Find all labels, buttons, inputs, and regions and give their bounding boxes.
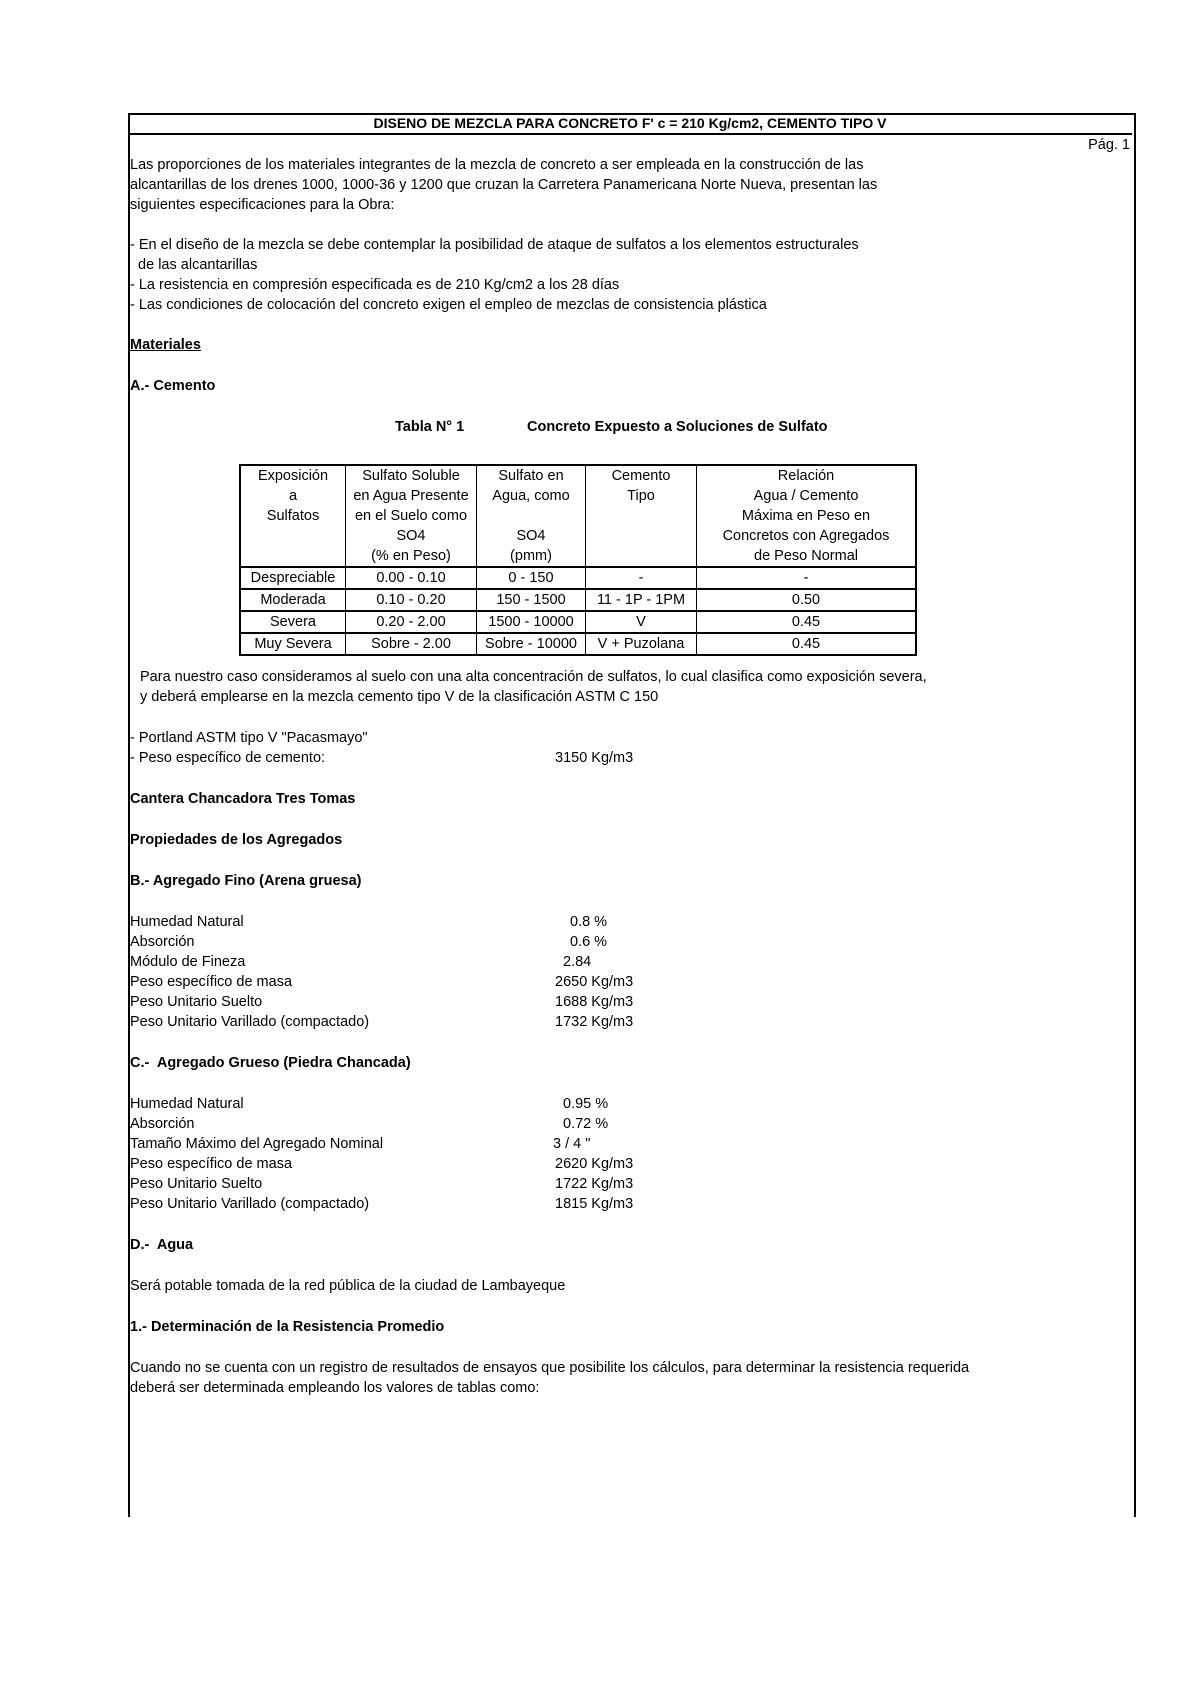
table-cell: Despreciable	[240, 567, 346, 589]
resistencia-line-1: Cuando no se cuenta con un registro de resultados de ensayos que posibilite los cálculos, para determinar la resistencia requerida	[130, 1360, 970, 1376]
resistencia-line-2: deberá ser determinada empleando los valores de tablas como:	[130, 1380, 540, 1396]
spec-line-4: - Las condiciones de colocación del concreto exigen el empleo de mezclas de consistencia plástica	[130, 297, 767, 313]
fino-value: 1688 Kg/m3	[555, 994, 634, 1010]
grueso-value: 2620 Kg/m3	[555, 1156, 634, 1172]
grueso-label: Peso Unitario Suelto	[130, 1176, 263, 1192]
grueso-value: 0.95 %	[563, 1096, 609, 1112]
table-label: Tabla N° 1	[395, 419, 465, 435]
table-cell: Severa	[240, 611, 346, 633]
grueso-label: Tamaño Máximo del Agregado Nominal	[130, 1136, 384, 1152]
cemento-item-label: - Portland ASTM tipo V "Pacasmayo"	[130, 730, 368, 746]
table-row	[240, 589, 916, 611]
grueso-label: Peso específico de masa	[130, 1156, 293, 1172]
caso-line-1: Para nuestro caso consideramos al suelo con una alta concentración de sulfatos, lo cual clasifica como exposición severa,	[140, 669, 927, 685]
grueso-heading: C.- Agregado Grueso (Piedra Chancada)	[130, 1055, 411, 1071]
table-cell: V	[586, 611, 697, 633]
sulfate-table	[239, 464, 917, 656]
grueso-value: 1722 Kg/m3	[555, 1176, 634, 1192]
propiedades-heading: Propiedades de los Agregados	[130, 832, 343, 848]
fino-value: 0.6 %	[570, 934, 608, 950]
intro-line-3: siguientes especificaciones para la Obra:	[130, 197, 395, 213]
fino-label: Módulo de Fineza	[130, 954, 246, 970]
fino-heading: B.- Agregado Fino (Arena gruesa)	[130, 873, 362, 889]
table-cell: 11 - 1P - 1PM	[586, 589, 697, 611]
spec-line-3: - La resistencia en compresión especificada es de 210 Kg/cm2 a los 28 días	[130, 277, 620, 293]
intro-line-1: Las proporciones de los materiales integrantes de la mezcla de concreto a ser empleada en la construcción de las	[130, 157, 864, 173]
agua-text: Será potable tomada de la red pública de la ciudad de Lambayeque	[130, 1278, 566, 1294]
table-row	[240, 633, 916, 655]
fino-label: Peso Unitario Suelto	[130, 994, 263, 1010]
table-cell: 0.45	[697, 611, 917, 633]
table-cell: 1500 - 10000	[477, 611, 586, 633]
table-cell: 0.00 - 0.10	[346, 567, 477, 589]
document-title: DISENO DE MEZCLA PARA CONCRETO F' c = 210 Kg/cm2, CEMENTO TIPO V	[128, 113, 1132, 135]
cemento-item-label: - Peso específico de cemento:	[130, 750, 326, 766]
table-cell: 0 - 150	[477, 567, 586, 589]
resistencia-heading: 1.- Determinación de la Resistencia Promedio	[130, 1319, 445, 1335]
table-cell: 150 - 1500	[477, 589, 586, 611]
table-row	[240, 611, 916, 633]
header-exposicion: Exposición a Sulfatos	[240, 465, 346, 567]
page-number: Pág. 1	[1088, 137, 1130, 153]
table-cell: Muy Severa	[240, 633, 346, 655]
table-row	[240, 567, 916, 589]
agua-heading: D.- Agua	[130, 1237, 194, 1253]
spec-line-1: - En el diseño de la mezcla se debe contemplar la posibilidad de ataque de sulfatos a los elementos estructurales	[130, 237, 859, 253]
table-cell: -	[586, 567, 697, 589]
table-cell: V + Puzolana	[586, 633, 697, 655]
cantera-heading: Cantera Chancadora Tres Tomas	[130, 791, 356, 807]
table-cell: Sobre - 10000	[477, 633, 586, 655]
table-cell: Sobre - 2.00	[346, 633, 477, 655]
grueso-value: 3 / 4 "	[553, 1136, 591, 1152]
table-header-row	[240, 465, 916, 567]
header-cemento-tipo: Cemento Tipo	[586, 465, 697, 567]
fino-label: Peso específico de masa	[130, 974, 293, 990]
cemento-heading: A.- Cemento	[130, 378, 216, 394]
spec-line-2: de las alcantarillas	[130, 257, 258, 273]
caso-line-2: y deberá emplearse en la mezcla cemento tipo V de la clasificación ASTM C 150	[140, 689, 659, 705]
table-cell: -	[697, 567, 917, 589]
materiales-heading: Materiales	[130, 337, 201, 353]
fino-value: 2650 Kg/m3	[555, 974, 634, 990]
table-cell: Moderada	[240, 589, 346, 611]
fino-value: 0.8 %	[570, 914, 608, 930]
fino-label: Peso Unitario Varillado (compactado)	[130, 1014, 370, 1030]
intro-line-2: alcantarillas de los drenes 1000, 1000-36 y 1200 que cruzan la Carretera Panamericana Norte Nueva, presentan las	[130, 177, 878, 193]
fino-label: Humedad Natural	[130, 914, 244, 930]
table-caption: Concreto Expuesto a Soluciones de Sulfato	[527, 419, 828, 435]
fino-value: 1732 Kg/m3	[555, 1014, 634, 1030]
grueso-value: 1815 Kg/m3	[555, 1196, 634, 1212]
grueso-label: Absorción	[130, 1116, 195, 1132]
table-cell: 0.10 - 0.20	[346, 589, 477, 611]
fino-value: 2.84	[563, 954, 592, 970]
page-frame	[128, 113, 1136, 1517]
table-cell: 0.50	[697, 589, 917, 611]
header-sulfato-agua: Sulfato en Agua, como SO4 (pmm)	[477, 465, 586, 567]
grueso-label: Humedad Natural	[130, 1096, 244, 1112]
header-relacion: Relación Agua / Cemento Máxima en Peso en Concretos con Agregados de Peso Normal	[697, 465, 917, 567]
table-cell: 0.20 - 2.00	[346, 611, 477, 633]
grueso-label: Peso Unitario Varillado (compactado)	[130, 1196, 370, 1212]
grueso-value: 0.72 %	[563, 1116, 609, 1132]
table-cell: 0.45	[697, 633, 917, 655]
header-sulfato-soluble: Sulfato Soluble en Agua Presente en el Suelo como SO4 (% en Peso)	[346, 465, 477, 567]
fino-label: Absorción	[130, 934, 195, 950]
cemento-item-value: 3150 Kg/m3	[555, 750, 634, 766]
